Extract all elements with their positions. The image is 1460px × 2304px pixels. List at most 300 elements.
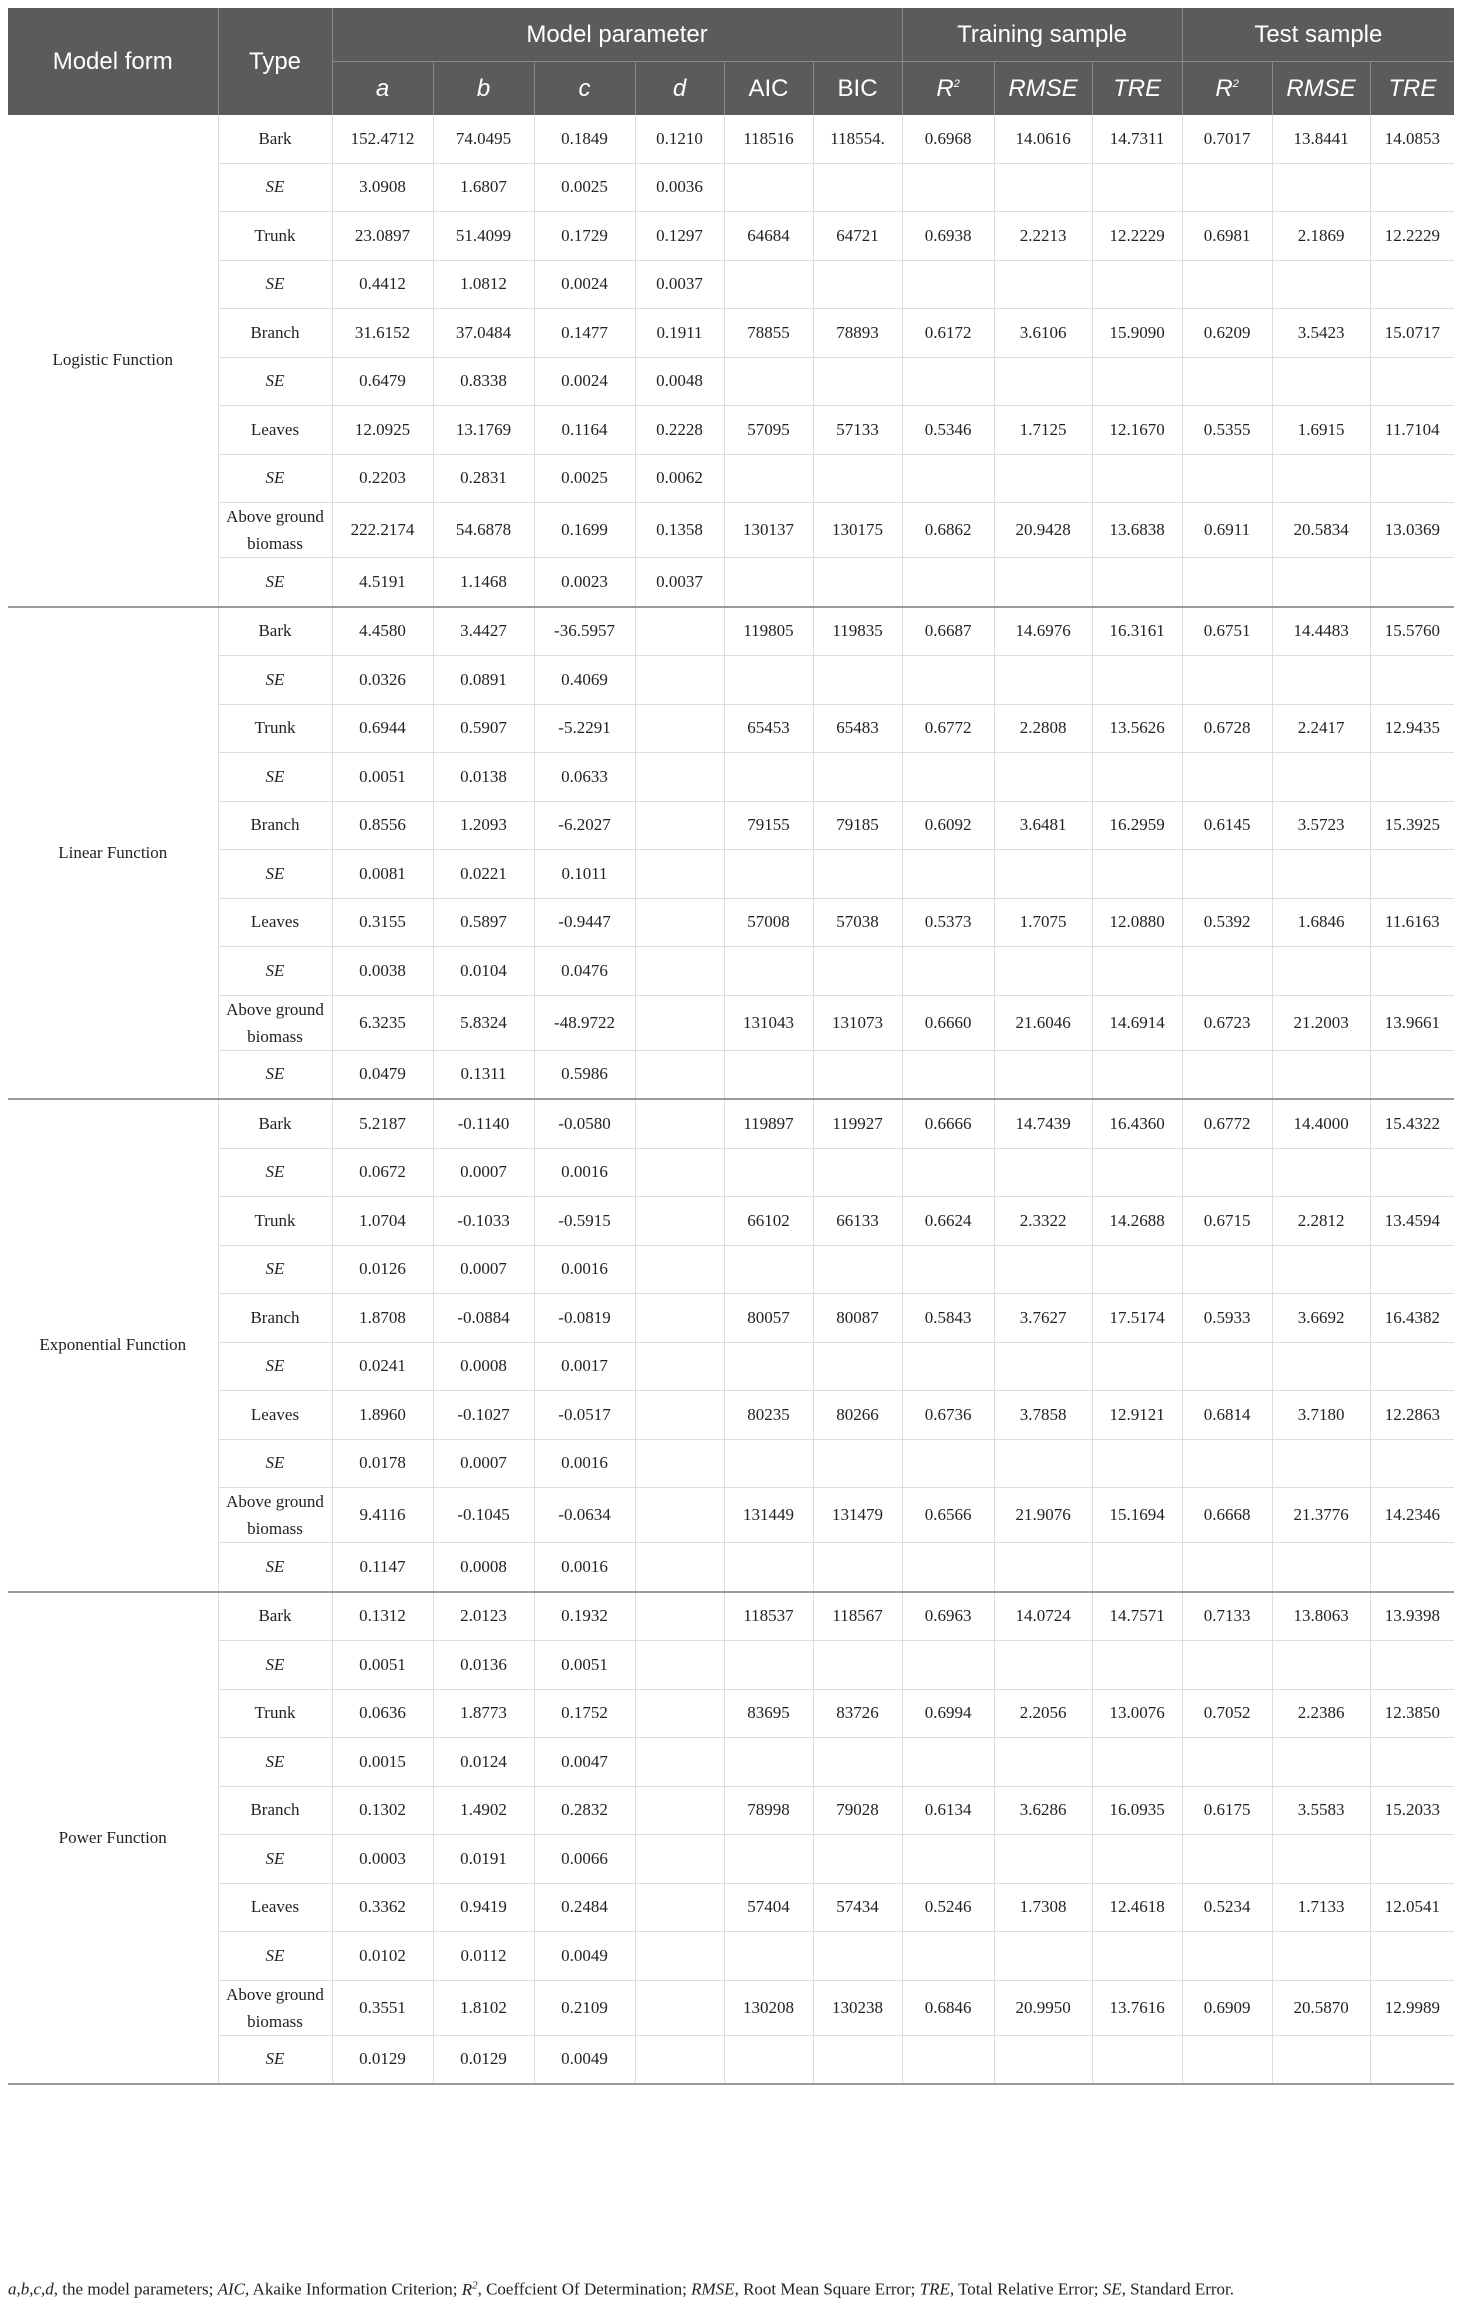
cell-test-tre: 15.5760 [1370, 607, 1454, 656]
cell-bic: 118554. [813, 115, 902, 163]
header-test-r2-sup: 2 [1232, 77, 1239, 90]
cell-c: 0.0016 [534, 1543, 635, 1592]
cell-train-tre [1092, 1148, 1182, 1197]
cell-aic: 66102 [724, 1197, 813, 1246]
cell-test-tre: 12.2229 [1370, 212, 1454, 261]
type-cell: Branch [218, 1294, 332, 1343]
cell-a: 0.8556 [332, 801, 433, 850]
type-cell: SE [218, 357, 332, 406]
type-cell: Trunk [218, 1689, 332, 1738]
cell-test-tre [1370, 1245, 1454, 1294]
cell-train-r2: 0.5373 [902, 898, 994, 947]
cell-test-r2 [1182, 357, 1272, 406]
cell-d [635, 1932, 724, 1981]
table-row [8, 607, 1454, 656]
cell-bic: 131479 [813, 1488, 902, 1543]
cell-b: 0.5907 [433, 704, 534, 753]
header-training-r2-base: R [936, 74, 954, 102]
model-parameter-table [8, 8, 1454, 2085]
table-row-se [8, 357, 1454, 406]
cell-bic [813, 753, 902, 802]
cell-aic: 80235 [724, 1391, 813, 1440]
cell-test-rmse [1272, 357, 1370, 406]
cell-train-rmse [994, 850, 1092, 899]
cell-train-tre [1092, 260, 1182, 309]
cell-train-rmse: 2.2213 [994, 212, 1092, 261]
table-row [8, 1197, 1454, 1246]
cell-b: 0.2831 [433, 454, 534, 503]
cell-train-rmse: 14.7439 [994, 1099, 1092, 1148]
cell-train-r2 [902, 1050, 994, 1099]
cell-aic: 130137 [724, 503, 813, 558]
cell-train-tre [1092, 357, 1182, 406]
cell-test-rmse: 2.1869 [1272, 212, 1370, 261]
cell-aic [724, 1641, 813, 1690]
cell-b: 1.4902 [433, 1786, 534, 1835]
cell-b: 74.0495 [433, 115, 534, 163]
cell-bic: 65483 [813, 704, 902, 753]
cell-d [635, 607, 724, 656]
cell-c: -0.5915 [534, 1197, 635, 1246]
cell-test-tre: 16.4382 [1370, 1294, 1454, 1343]
cell-train-tre [1092, 656, 1182, 705]
cell-bic: 130175 [813, 503, 902, 558]
footnote-text-4: , Root Mean Square Error; [734, 2279, 920, 2299]
cell-test-rmse: 3.6692 [1272, 1294, 1370, 1343]
cell-c: 0.0049 [534, 2035, 635, 2084]
header-test-r2 [1182, 62, 1272, 116]
type-cell: Trunk [218, 212, 332, 261]
cell-bic [813, 1543, 902, 1592]
header-b: b [433, 62, 534, 116]
cell-c: 0.0476 [534, 947, 635, 996]
cell-a: 0.2203 [332, 454, 433, 503]
cell-test-r2: 0.7133 [1182, 1592, 1272, 1641]
cell-train-tre [1092, 1342, 1182, 1391]
cell-train-rmse: 1.7308 [994, 1883, 1092, 1932]
cell-b: 0.0221 [433, 850, 534, 899]
cell-bic [813, 947, 902, 996]
cell-train-r2: 0.6968 [902, 115, 994, 163]
cell-aic: 64684 [724, 212, 813, 261]
table-row [8, 1099, 1454, 1148]
cell-d [635, 1294, 724, 1343]
cell-test-tre [1370, 357, 1454, 406]
table-row [8, 115, 1454, 163]
cell-aic [724, 163, 813, 212]
cell-d [635, 1342, 724, 1391]
cell-test-tre: 11.7104 [1370, 406, 1454, 455]
cell-train-tre: 13.0076 [1092, 1689, 1182, 1738]
cell-test-rmse: 13.8063 [1272, 1592, 1370, 1641]
cell-test-r2 [1182, 1439, 1272, 1488]
cell-aic: 130208 [724, 1980, 813, 2035]
cell-a: 0.6944 [332, 704, 433, 753]
cell-train-rmse [994, 2035, 1092, 2084]
cell-a: 0.4412 [332, 260, 433, 309]
cell-train-r2: 0.6736 [902, 1391, 994, 1440]
cell-b: 0.0138 [433, 753, 534, 802]
cell-train-rmse: 21.9076 [994, 1488, 1092, 1543]
cell-test-r2 [1182, 1245, 1272, 1294]
cell-train-r2 [902, 1148, 994, 1197]
cell-a: 0.1302 [332, 1786, 433, 1835]
cell-b: 0.0136 [433, 1641, 534, 1690]
cell-b: 0.0124 [433, 1738, 534, 1787]
header-test-tre: TRE [1370, 62, 1454, 116]
cell-test-rmse [1272, 2035, 1370, 2084]
footnote-text-1: , the model parameters; [53, 2279, 218, 2299]
type-cell: Leaves [218, 1883, 332, 1932]
footnote-text-3: , Coeffcient Of Determination; [477, 2279, 692, 2299]
cell-c: 0.0633 [534, 753, 635, 802]
cell-a: 9.4116 [332, 1488, 433, 1543]
cell-bic: 57434 [813, 1883, 902, 1932]
cell-d [635, 1835, 724, 1884]
cell-train-r2: 0.6772 [902, 704, 994, 753]
table-row-se [8, 558, 1454, 607]
cell-d: 0.0036 [635, 163, 724, 212]
cell-a: 0.0038 [332, 947, 433, 996]
cell-test-tre [1370, 753, 1454, 802]
cell-a: 0.0003 [332, 1835, 433, 1884]
cell-bic [813, 1738, 902, 1787]
cell-c: -0.0580 [534, 1099, 635, 1148]
footnote-tre: TRE [919, 2279, 950, 2299]
cell-c: 0.0025 [534, 163, 635, 212]
cell-train-rmse [994, 558, 1092, 607]
header-type: Type [218, 8, 332, 115]
cell-train-tre [1092, 1245, 1182, 1294]
cell-test-tre [1370, 1148, 1454, 1197]
table-row-se [8, 454, 1454, 503]
cell-b: 0.0008 [433, 1342, 534, 1391]
cell-d [635, 1148, 724, 1197]
cell-b: 0.0112 [433, 1932, 534, 1981]
type-cell: SE [218, 1932, 332, 1981]
header-a: a [332, 62, 433, 116]
cell-test-r2 [1182, 1641, 1272, 1690]
cell-train-r2 [902, 1439, 994, 1488]
cell-train-tre [1092, 1835, 1182, 1884]
cell-d [635, 801, 724, 850]
cell-d [635, 704, 724, 753]
cell-train-r2 [902, 753, 994, 802]
table-row-se [8, 947, 1454, 996]
table-row [8, 1294, 1454, 1343]
footnote-r2-base: R [461, 2279, 473, 2299]
type-cell: Branch [218, 309, 332, 358]
cell-a: 0.0178 [332, 1439, 433, 1488]
table-row-se [8, 656, 1454, 705]
cell-d [635, 1543, 724, 1592]
footnote-text-2: , Akaike Information Criterion; [245, 2279, 462, 2299]
cell-bic: 80087 [813, 1294, 902, 1343]
cell-train-rmse [994, 656, 1092, 705]
cell-train-tre: 14.7311 [1092, 115, 1182, 163]
cell-aic: 119805 [724, 607, 813, 656]
footnote-r2 [462, 2280, 478, 2299]
cell-test-rmse [1272, 163, 1370, 212]
cell-aic [724, 260, 813, 309]
cell-d: 0.1210 [635, 115, 724, 163]
type-cell: SE [218, 558, 332, 607]
cell-train-tre: 14.7571 [1092, 1592, 1182, 1641]
cell-train-rmse [994, 1245, 1092, 1294]
table-row-se [8, 1148, 1454, 1197]
cell-train-tre [1092, 1641, 1182, 1690]
cell-train-tre: 16.4360 [1092, 1099, 1182, 1148]
cell-test-tre [1370, 1932, 1454, 1981]
cell-d [635, 1099, 724, 1148]
cell-train-tre: 17.5174 [1092, 1294, 1182, 1343]
cell-c: 0.0023 [534, 558, 635, 607]
footnote-r2-sup: 2 [472, 2279, 478, 2291]
cell-a: 0.0129 [332, 2035, 433, 2084]
table-header [8, 8, 1454, 115]
type-cell: Bark [218, 1592, 332, 1641]
type-cell: SE [218, 163, 332, 212]
cell-aic [724, 454, 813, 503]
cell-train-rmse: 2.2808 [994, 704, 1092, 753]
type-cell: SE [218, 1245, 332, 1294]
cell-test-r2: 0.6751 [1182, 607, 1272, 656]
type-cell: SE [218, 454, 332, 503]
model-form-cell: Power Function [8, 1592, 218, 2085]
cell-train-r2: 0.6963 [902, 1592, 994, 1641]
cell-test-rmse: 2.2386 [1272, 1689, 1370, 1738]
type-cell: SE [218, 1738, 332, 1787]
cell-c: -5.2291 [534, 704, 635, 753]
table-row-se [8, 1245, 1454, 1294]
cell-bic [813, 1342, 902, 1391]
cell-train-rmse: 1.7125 [994, 406, 1092, 455]
type-cell: SE [218, 753, 332, 802]
cell-train-r2: 0.5246 [902, 1883, 994, 1932]
cell-bic: 83726 [813, 1689, 902, 1738]
footnote-se: SE [1102, 2279, 1122, 2299]
cell-test-rmse [1272, 1543, 1370, 1592]
table-row-se [8, 753, 1454, 802]
cell-test-tre [1370, 1342, 1454, 1391]
cell-test-rmse: 1.6846 [1272, 898, 1370, 947]
cell-test-rmse [1272, 1932, 1370, 1981]
cell-a: 0.0326 [332, 656, 433, 705]
cell-test-tre [1370, 163, 1454, 212]
type-cell: SE [218, 2035, 332, 2084]
cell-d: 0.1297 [635, 212, 724, 261]
cell-aic: 119897 [724, 1099, 813, 1148]
cell-aic: 131043 [724, 995, 813, 1050]
cell-bic [813, 163, 902, 212]
cell-c: 0.0016 [534, 1439, 635, 1488]
cell-train-rmse [994, 1439, 1092, 1488]
cell-train-rmse [994, 947, 1092, 996]
cell-train-rmse: 2.2056 [994, 1689, 1092, 1738]
cell-train-rmse [994, 1543, 1092, 1592]
type-cell: SE [218, 1641, 332, 1690]
cell-b: 0.0191 [433, 1835, 534, 1884]
cell-b: 0.5897 [433, 898, 534, 947]
cell-train-rmse [994, 1342, 1092, 1391]
cell-test-r2 [1182, 260, 1272, 309]
cell-d: 0.0037 [635, 260, 724, 309]
cell-train-r2: 0.6994 [902, 1689, 994, 1738]
cell-test-rmse [1272, 656, 1370, 705]
type-cell: Leaves [218, 406, 332, 455]
cell-train-rmse [994, 454, 1092, 503]
cell-bic: 64721 [813, 212, 902, 261]
header-model-parameter: Model parameter [332, 8, 902, 62]
cell-aic: 57095 [724, 406, 813, 455]
cell-d [635, 753, 724, 802]
header-training-r2 [902, 62, 994, 116]
cell-d: 0.2228 [635, 406, 724, 455]
cell-c: 0.1729 [534, 212, 635, 261]
cell-train-rmse [994, 1641, 1092, 1690]
type-cell: SE [218, 656, 332, 705]
cell-aic: 57008 [724, 898, 813, 947]
cell-bic [813, 1439, 902, 1488]
type-cell: SE [218, 947, 332, 996]
cell-b: -0.1140 [433, 1099, 534, 1148]
cell-b: 1.8102 [433, 1980, 534, 2035]
cell-a: 0.1312 [332, 1592, 433, 1641]
cell-train-tre [1092, 2035, 1182, 2084]
type-cell: Above ground biomass [218, 503, 332, 558]
cell-c: 0.0016 [534, 1245, 635, 1294]
header-test-rmse: RMSE [1272, 62, 1370, 116]
cell-aic [724, 947, 813, 996]
cell-test-tre: 12.9435 [1370, 704, 1454, 753]
cell-a: 4.4580 [332, 607, 433, 656]
cell-test-rmse [1272, 260, 1370, 309]
cell-c: 0.2484 [534, 1883, 635, 1932]
cell-d [635, 898, 724, 947]
table-row [8, 1592, 1454, 1641]
cell-test-tre [1370, 1835, 1454, 1884]
cell-test-rmse: 3.7180 [1272, 1391, 1370, 1440]
cell-bic [813, 1050, 902, 1099]
cell-test-r2 [1182, 1835, 1272, 1884]
cell-d [635, 850, 724, 899]
cell-c: -0.0634 [534, 1488, 635, 1543]
model-form-cell: Exponential Function [8, 1099, 218, 1592]
cell-d [635, 1050, 724, 1099]
type-cell: SE [218, 1439, 332, 1488]
cell-bic [813, 1148, 902, 1197]
type-cell: Trunk [218, 704, 332, 753]
cell-train-r2 [902, 558, 994, 607]
cell-test-rmse: 3.5583 [1272, 1786, 1370, 1835]
table-row [8, 1391, 1454, 1440]
cell-d [635, 947, 724, 996]
table-row-se [8, 260, 1454, 309]
cell-aic [724, 1245, 813, 1294]
cell-train-tre: 12.2229 [1092, 212, 1182, 261]
cell-b: 1.2093 [433, 801, 534, 850]
cell-a: 3.0908 [332, 163, 433, 212]
cell-a: 0.0479 [332, 1050, 433, 1099]
cell-test-r2 [1182, 1543, 1272, 1592]
cell-train-rmse: 3.6106 [994, 309, 1092, 358]
cell-c: 0.1849 [534, 115, 635, 163]
cell-test-rmse [1272, 850, 1370, 899]
cell-test-rmse [1272, 1738, 1370, 1787]
cell-train-tre [1092, 558, 1182, 607]
table-row [8, 1883, 1454, 1932]
cell-a: 23.0897 [332, 212, 433, 261]
cell-test-tre: 15.2033 [1370, 1786, 1454, 1835]
model-form-cell: Linear Function [8, 607, 218, 1100]
table-footnote [8, 2279, 1234, 2300]
cell-bic [813, 1245, 902, 1294]
cell-bic: 79028 [813, 1786, 902, 1835]
cell-train-tre: 13.7616 [1092, 1980, 1182, 2035]
type-cell: Above ground biomass [218, 1488, 332, 1543]
cell-test-tre: 12.3850 [1370, 1689, 1454, 1738]
cell-c: 0.1932 [534, 1592, 635, 1641]
cell-test-tre [1370, 850, 1454, 899]
cell-test-rmse: 2.2812 [1272, 1197, 1370, 1246]
cell-a: 12.0925 [332, 406, 433, 455]
cell-test-tre: 11.6163 [1370, 898, 1454, 947]
cell-test-tre: 13.0369 [1370, 503, 1454, 558]
cell-b: 3.4427 [433, 607, 534, 656]
cell-test-rmse: 20.5870 [1272, 1980, 1370, 2035]
cell-test-rmse [1272, 753, 1370, 802]
cell-aic: 80057 [724, 1294, 813, 1343]
cell-aic [724, 1050, 813, 1099]
cell-aic: 118516 [724, 115, 813, 163]
cell-a: 0.3155 [332, 898, 433, 947]
cell-b: 0.9419 [433, 1883, 534, 1932]
cell-aic [724, 1439, 813, 1488]
cell-d [635, 2035, 724, 2084]
cell-test-rmse [1272, 1641, 1370, 1690]
cell-train-tre [1092, 163, 1182, 212]
cell-c: 0.0017 [534, 1342, 635, 1391]
cell-d: 0.0062 [635, 454, 724, 503]
type-cell: Bark [218, 1099, 332, 1148]
cell-aic [724, 1932, 813, 1981]
cell-train-rmse: 21.6046 [994, 995, 1092, 1050]
cell-d: 0.1358 [635, 503, 724, 558]
cell-train-rmse: 3.6286 [994, 1786, 1092, 1835]
cell-c: 0.0049 [534, 1932, 635, 1981]
cell-test-rmse: 3.5723 [1272, 801, 1370, 850]
cell-train-tre: 12.1670 [1092, 406, 1182, 455]
cell-bic: 118567 [813, 1592, 902, 1641]
cell-aic [724, 558, 813, 607]
cell-bic [813, 1641, 902, 1690]
cell-train-rmse [994, 1148, 1092, 1197]
cell-aic: 57404 [724, 1883, 813, 1932]
cell-train-r2 [902, 947, 994, 996]
cell-a: 152.4712 [332, 115, 433, 163]
cell-c: 0.0066 [534, 1835, 635, 1884]
cell-test-tre [1370, 454, 1454, 503]
cell-c: -0.0517 [534, 1391, 635, 1440]
cell-train-rmse [994, 260, 1092, 309]
cell-test-rmse [1272, 454, 1370, 503]
cell-test-tre [1370, 558, 1454, 607]
cell-test-r2: 0.6723 [1182, 995, 1272, 1050]
cell-test-r2: 0.6715 [1182, 1197, 1272, 1246]
header-aic: AIC [724, 62, 813, 116]
cell-test-r2: 0.6145 [1182, 801, 1272, 850]
cell-c: -36.5957 [534, 607, 635, 656]
